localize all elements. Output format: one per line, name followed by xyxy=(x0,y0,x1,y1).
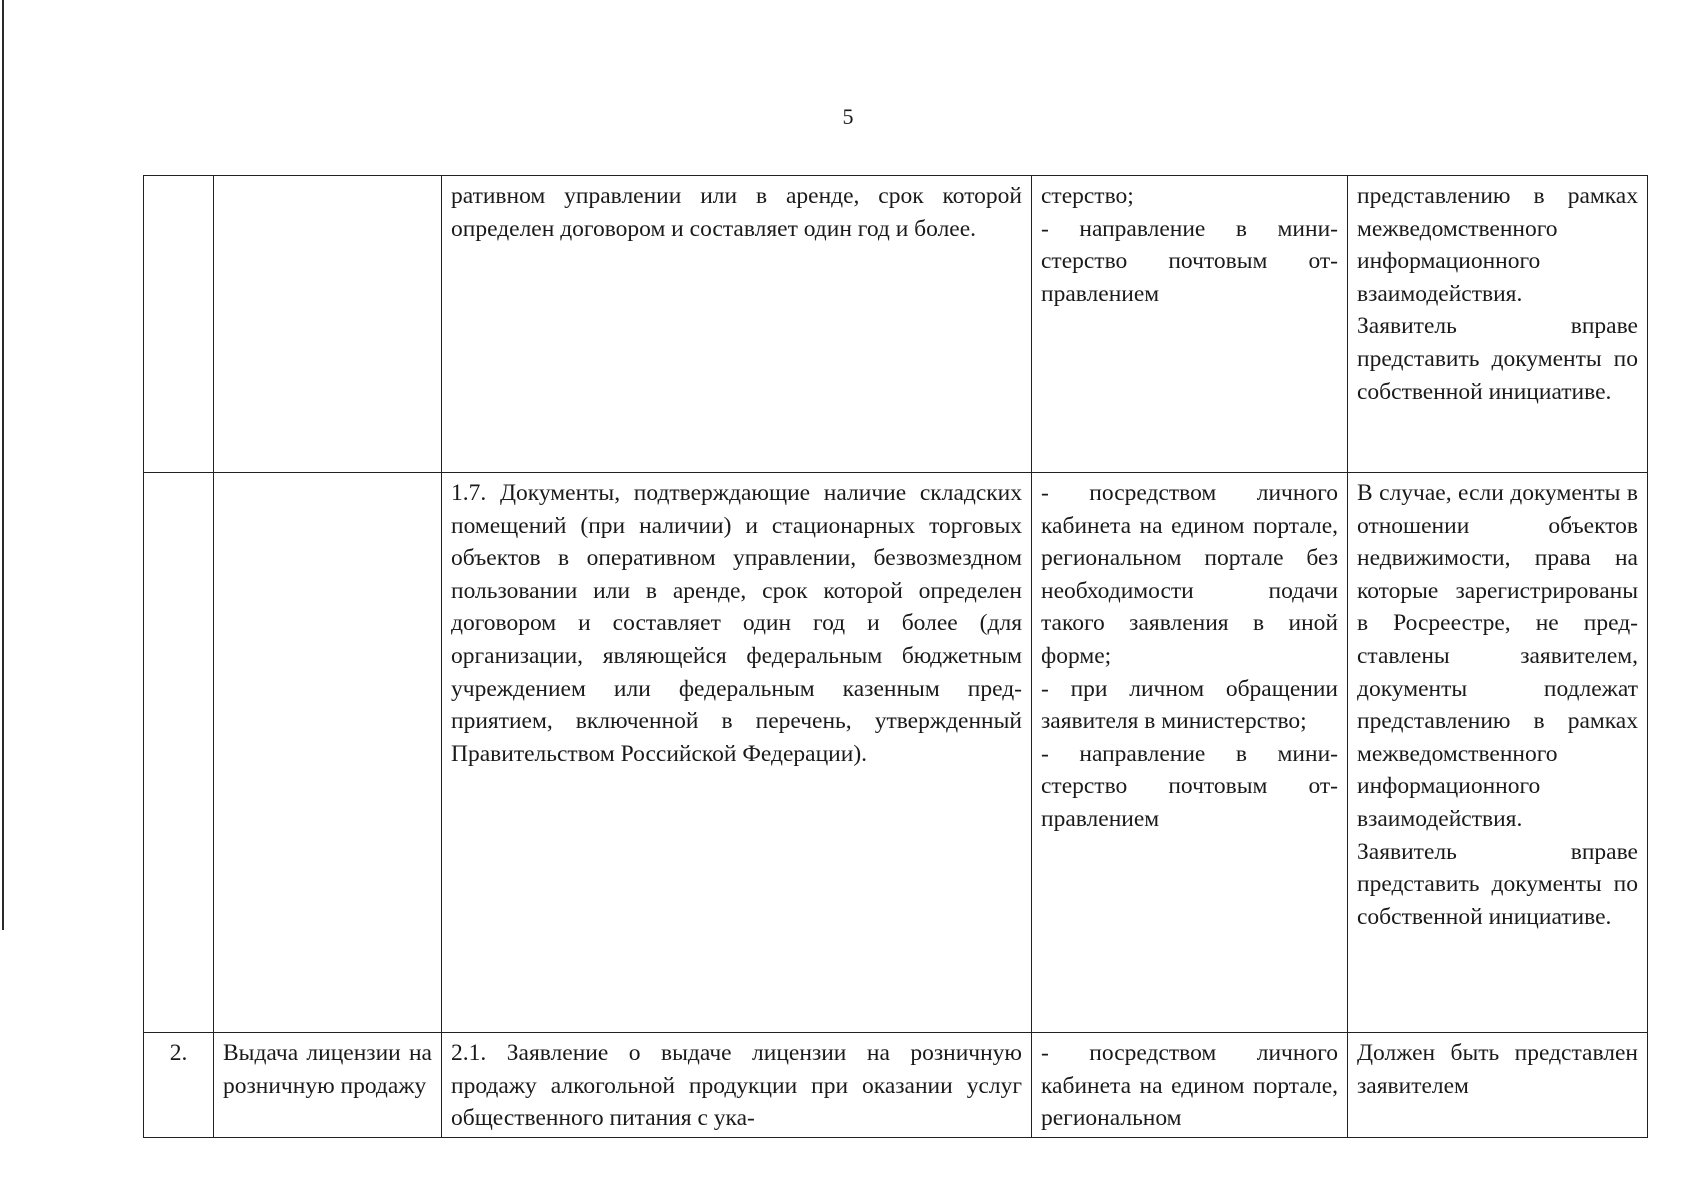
note-cell: представлению в рамках межведомственного информационного взаимодействия. Заявитель вправе представить документы по собственной инициативе. xyxy=(1348,176,1648,473)
row-number-cell xyxy=(144,473,214,1033)
document-cell: ративном управлении или в аренде, срок которой определен договором и составляет один год и более. xyxy=(442,176,1032,473)
page-number: 5 xyxy=(842,104,854,129)
service-name-cell: Выдача лицензии на розничную продажу xyxy=(214,1033,442,1138)
document-cell: 1.7. Документы, подтверждающие наличие складских помещений (при наличии) и стационарных торговых объектов в оперативном управлении, безвозмездном пользовании или в аренде, срок которой определен договором и составляет один год и более (для организации, являющейся федеральным бюджетным учреждением или федеральным казенным предприятием, включенной в перечень, утвержденный Правительством Российской Федерации). xyxy=(442,473,1032,1033)
service-name-cell xyxy=(214,176,442,473)
row-number-cell: 2. xyxy=(144,1033,214,1138)
note-cell: Должен быть представлен заявителем xyxy=(1348,1033,1648,1138)
document-cell: 2.1. Заявление о выдаче лицензии на розничную продажу алкогольной продукции при оказании услуг общественного питания с ука- xyxy=(442,1033,1032,1138)
submission-method-cell: - посредством личного кабинета на едином портале, региональном портале без необходимости подачи такого заявления в иной форме; - при личном обращении заявителя в министерство; - направление в министерство почтовым отправлением xyxy=(1032,473,1348,1033)
table-row xyxy=(144,1033,1648,1138)
service-name-cell xyxy=(214,473,442,1033)
note-cell: В случае, если документы в отношении объектов недвижимости, права на которые зарегистрированы в Росреестре, не представлены заявителем, документы подлежат представлению в рамках межведомственного информационного взаимодействия. Заявитель вправе представить документы по собственной инициативе. xyxy=(1348,473,1648,1033)
document-table xyxy=(143,175,1648,1138)
submission-method-cell: стерство; - направление в министерство почтовым отправлением xyxy=(1032,176,1348,473)
submission-method-cell: - посредством личного кабинета на едином портале, региональном xyxy=(1032,1033,1348,1138)
table-row xyxy=(144,473,1648,1033)
scan-edge-line xyxy=(2,0,4,930)
row-number-cell xyxy=(144,176,214,473)
table-row xyxy=(144,176,1648,473)
